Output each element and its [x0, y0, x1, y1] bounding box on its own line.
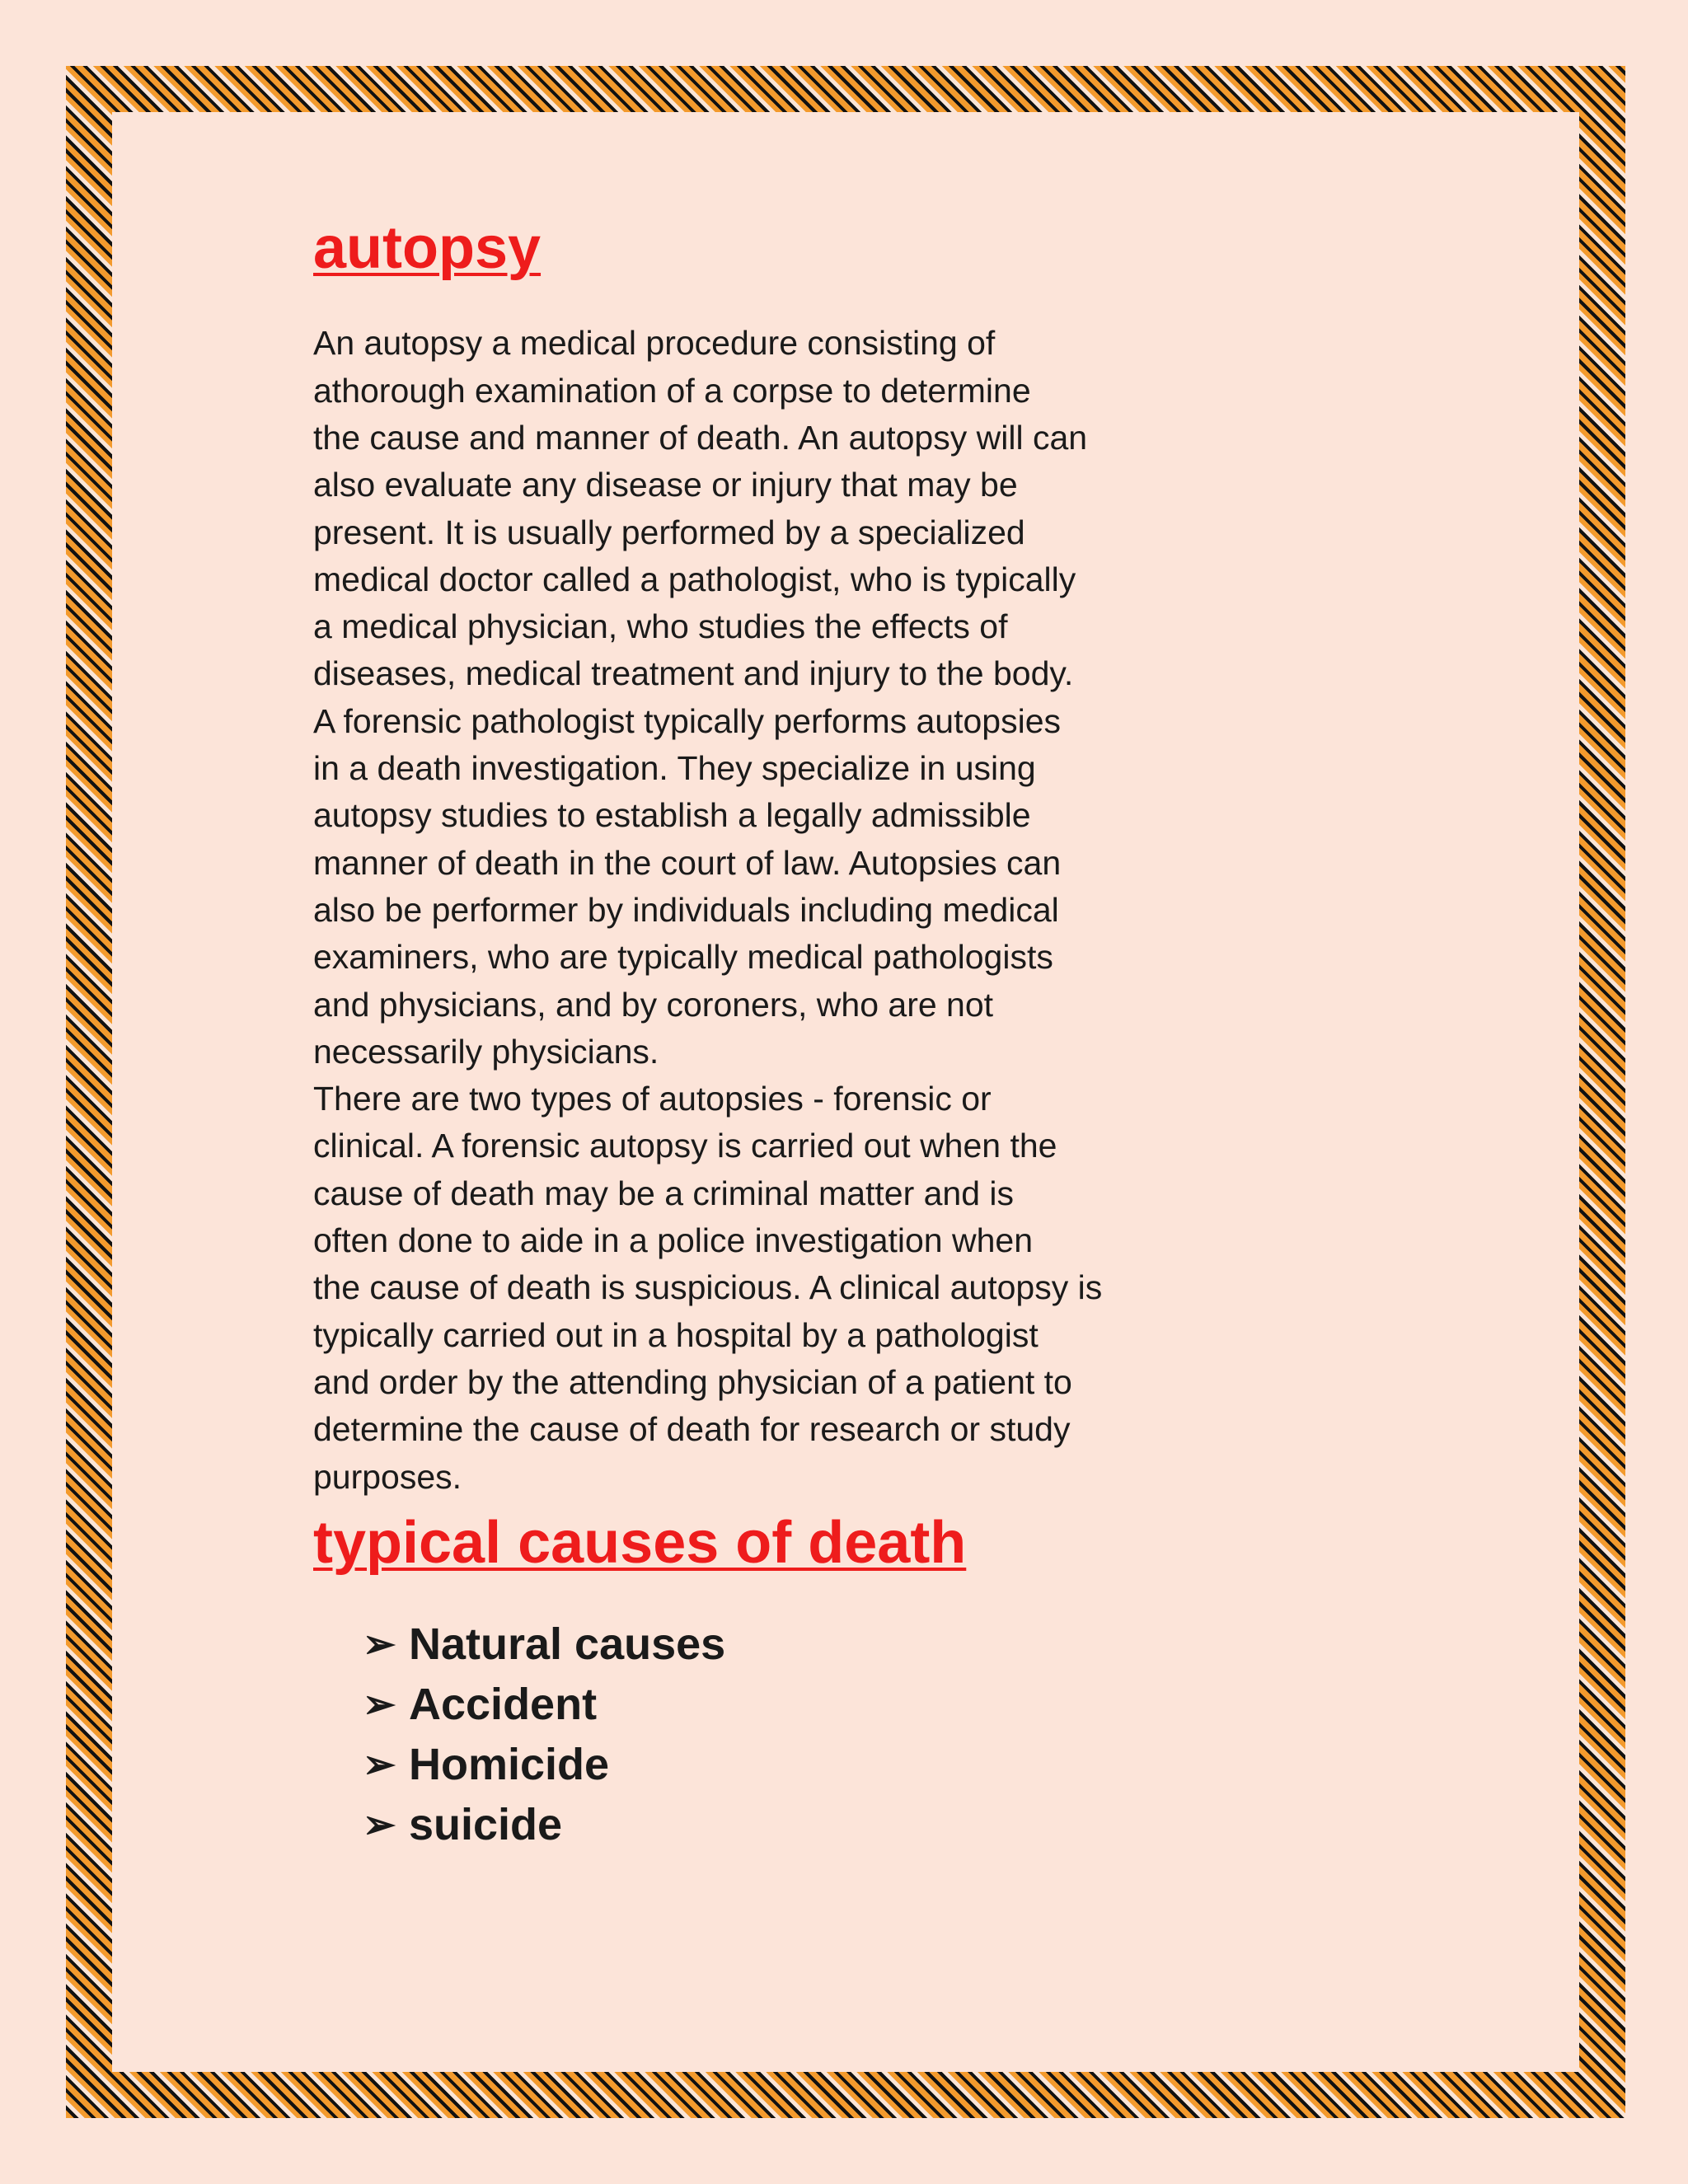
arrowhead-bullet-icon: ➢ [363, 1803, 396, 1848]
list-item-label: Natural causes [409, 1619, 726, 1670]
list-item-label: Accident [409, 1680, 598, 1730]
document-content [313, 213, 1154, 1855]
list-item-label: Homicide [409, 1740, 610, 1790]
list-item [363, 1795, 1154, 1855]
list-item [363, 1735, 1154, 1795]
arrowhead-bullet-icon: ➢ [363, 1743, 396, 1788]
arrowhead-bullet-icon: ➢ [363, 1683, 396, 1727]
list-item-label: suicide [409, 1800, 563, 1850]
list-item [363, 1675, 1154, 1735]
arrowhead-bullet-icon: ➢ [363, 1623, 396, 1667]
causes-list [313, 1615, 1154, 1855]
page-title: autopsy [313, 215, 542, 281]
body-paragraph: An autopsy a medical procedure consisting of athorough examination of a corpse to determine the cause and manner of death. An autopsy will can also evaluate any disease or injury that may be present. It is usually performed by a specialized medical doctor called a pathologist, who is typically a medical physician, who studies the effects of diseases, medical treatment and injury to the body. A forensic pathologist typically performs autopsies in a death investigation. They specialize in using autopsy studies to establish a legally admissible manner of death in the court of law. Autopsies can also be performer by individuals including medical examiners, who are typically medical pathologists and physicians, and by coroners, who are not necessarily physicians. There are two types of autopsies - forensic or clinical. A forensic autopsy is carried out when the cause of death may be a criminal matter and is often done to aide in a police investigation when the cause of death is suspicious. A clinical autopsy is typically carried out in a hospital by a pathologist and order by the attending physician of a patient to determine the cause of death for research or study purposes. [313, 324, 1103, 1496]
section-heading: typical causes of death [313, 1509, 967, 1576]
list-item [363, 1615, 1154, 1675]
